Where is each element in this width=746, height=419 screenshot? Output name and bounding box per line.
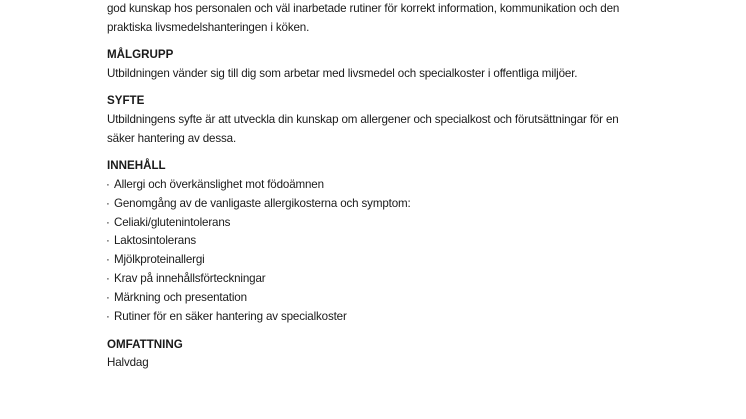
list-item: · Märkning och presentation xyxy=(107,289,667,308)
list-item: · Laktosintolerans xyxy=(107,232,667,251)
document-content xyxy=(107,0,667,373)
syfte-heading: SYFTE xyxy=(107,94,145,108)
list-item: · Allergi och överkänslighet mot födoämnen xyxy=(107,176,667,195)
list-item: · Rutiner för en säker hantering av specialkoster xyxy=(107,308,667,327)
syfte-text-line: säker hantering av dessa. xyxy=(107,131,237,145)
list-item: · Mjölkproteinallergi xyxy=(107,251,667,270)
malgrupp-heading: MÅLGRUPP xyxy=(107,48,174,62)
innehall-heading: INNEHÅLL xyxy=(107,159,166,173)
section-innehall xyxy=(107,157,667,326)
list-item: · Celiaki/glutenintolerans xyxy=(107,214,667,233)
intro-line: god kunskap hos personalen och väl inarbetade rutiner för korrekt information, kommunikation och den xyxy=(107,2,620,15)
list-item: · Genomgång av de vanligaste allergikosterna och symptom: xyxy=(107,195,667,214)
omfattning-heading: OMFATTNING xyxy=(107,337,183,351)
innehall-list xyxy=(107,176,667,327)
syfte-text-line: Utbildningens syfte är att utveckla din kunskap om allergener och specialkost och förutsättningar för en xyxy=(107,112,619,126)
malgrupp-text: Utbildningen vänder sig till dig som arbetar med livsmedel och specialkoster i offentliga miljöer. xyxy=(107,66,578,80)
omfattning-text: Halvdag xyxy=(107,356,149,370)
section-syfte xyxy=(107,92,667,148)
section-malgrupp xyxy=(107,46,667,83)
intro-line: praktiska livsmedelshanteringen i köken. xyxy=(107,20,310,34)
section-omfattning xyxy=(107,336,667,373)
list-item: · Krav på innehållsförteckningar xyxy=(107,270,667,289)
intro-paragraph xyxy=(107,0,667,37)
